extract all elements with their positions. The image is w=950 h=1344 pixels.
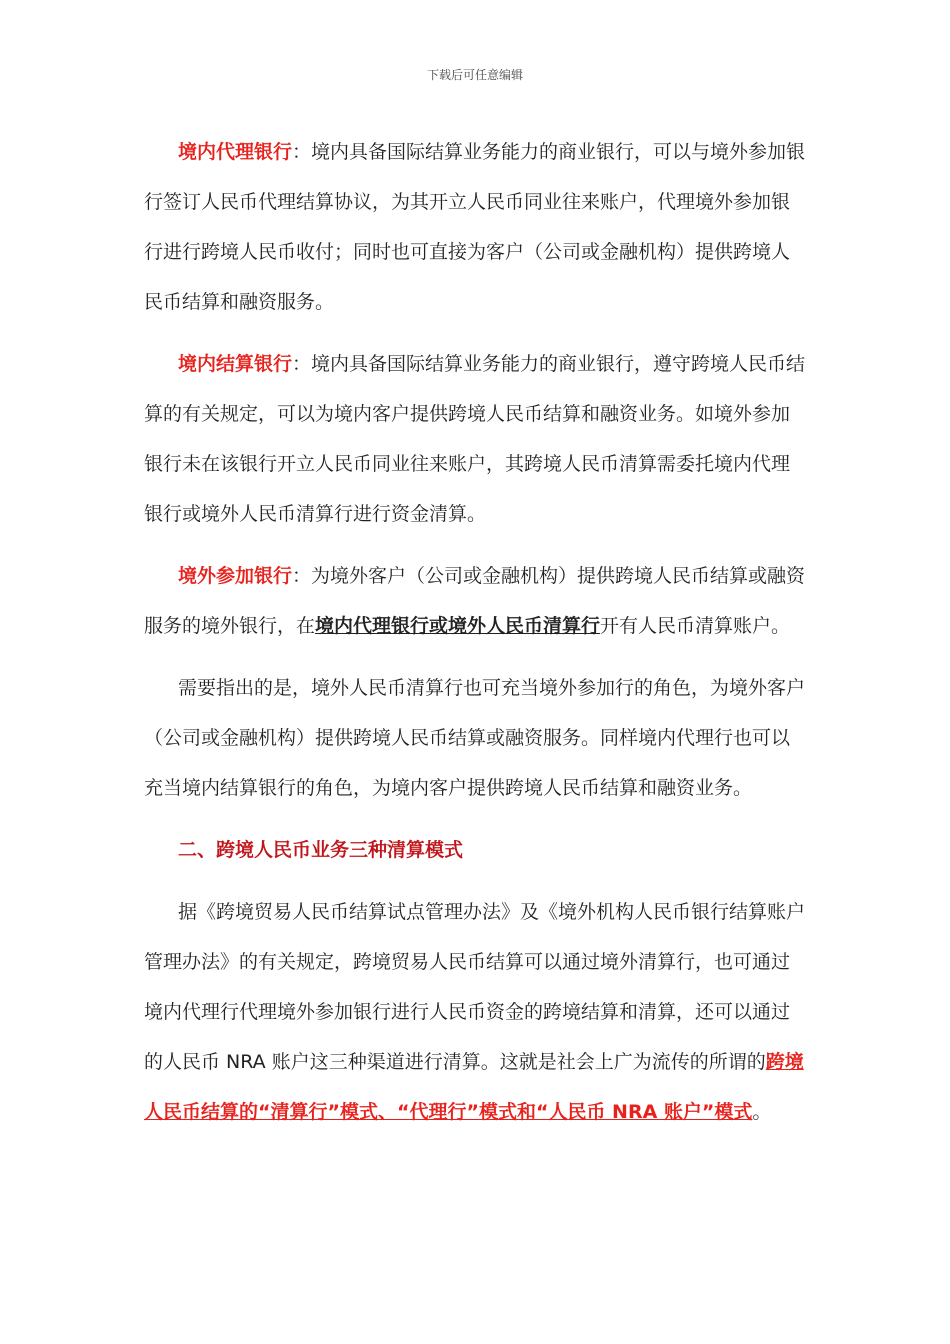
document-body (144, 127, 806, 1149)
paragraph-overseas-participating-bank (144, 551, 806, 651)
paragraph-text: 开有人民币清算账户。 (600, 615, 791, 637)
page-header: 下载后可任意编辑 (426, 68, 523, 82)
emphasized-modes-text: 跨境人民币结算的“清算行”模式、“代理行”模式和“人民币 NRA 账户”模式 (144, 1051, 804, 1123)
paragraph-end-punctuation: 。 (752, 1101, 772, 1123)
term-overseas-participating-bank: 境外参加银行 (178, 565, 293, 587)
paragraph-text: ：为境外客户（公司或金融机构）提供跨境人民币结算或融资服务的境外银行，在 (144, 565, 806, 637)
paragraph-text: ：境内具备国际结算业务能力的商业银行，遵守跨境人民币结算的有关规定，可以为境内客户提供跨境人民币结算和融资业务。如境外参加银行未在该银行开立人民币同业往来账户，其跨境人民币清算需委托境内代理银行或境外人民币清算行进行资金清算。 (144, 353, 806, 525)
term-domestic-agent-bank: 境内代理银行 (178, 141, 293, 163)
paragraph-note: 需要指出的是，境外人民币清算行也可充当境外参加行的角色，为境外客户（公司或金融机构）提供跨境人民币结算或融资服务。同样境内代理行也可以充当境内结算银行的角色，为境内客户提供跨境人民币结算和融资业务。 (144, 677, 806, 799)
paragraph-domestic-settlement-bank (144, 339, 806, 539)
section-heading: 二、跨境人民币业务三种清算模式 (178, 839, 464, 861)
paragraph-domestic-agent-bank (144, 127, 806, 327)
paragraph-clearing-modes (144, 887, 806, 1137)
emphasized-text: 境内代理银行或境外人民币清算行 (315, 615, 601, 637)
paragraph-text: ：境内具备国际结算业务能力的商业银行，可以与境外参加银行签订人民币代理结算协议，为其开立人民币同业往来账户，代理境外参加银行进行跨境人民币收付；同时也可直接为客户（公司或金融机构）提供跨境人民币结算和融资服务。 (144, 141, 806, 313)
paragraph-text: 据《跨境贸易人民币结算试点管理办法》及《境外机构人民币银行结算账户管理办法》的有关规定，跨境贸易人民币结算可以通过境外清算行，也可通过境内代理行代理境外参加银行进行人民币资金的跨境结算和清算，还可以通过的人民币 NRA 账户这三种渠道进行清算。这就是社会上广为流传的所谓的 (144, 901, 806, 1073)
term-domestic-settlement-bank: 境内结算银行 (178, 353, 293, 375)
